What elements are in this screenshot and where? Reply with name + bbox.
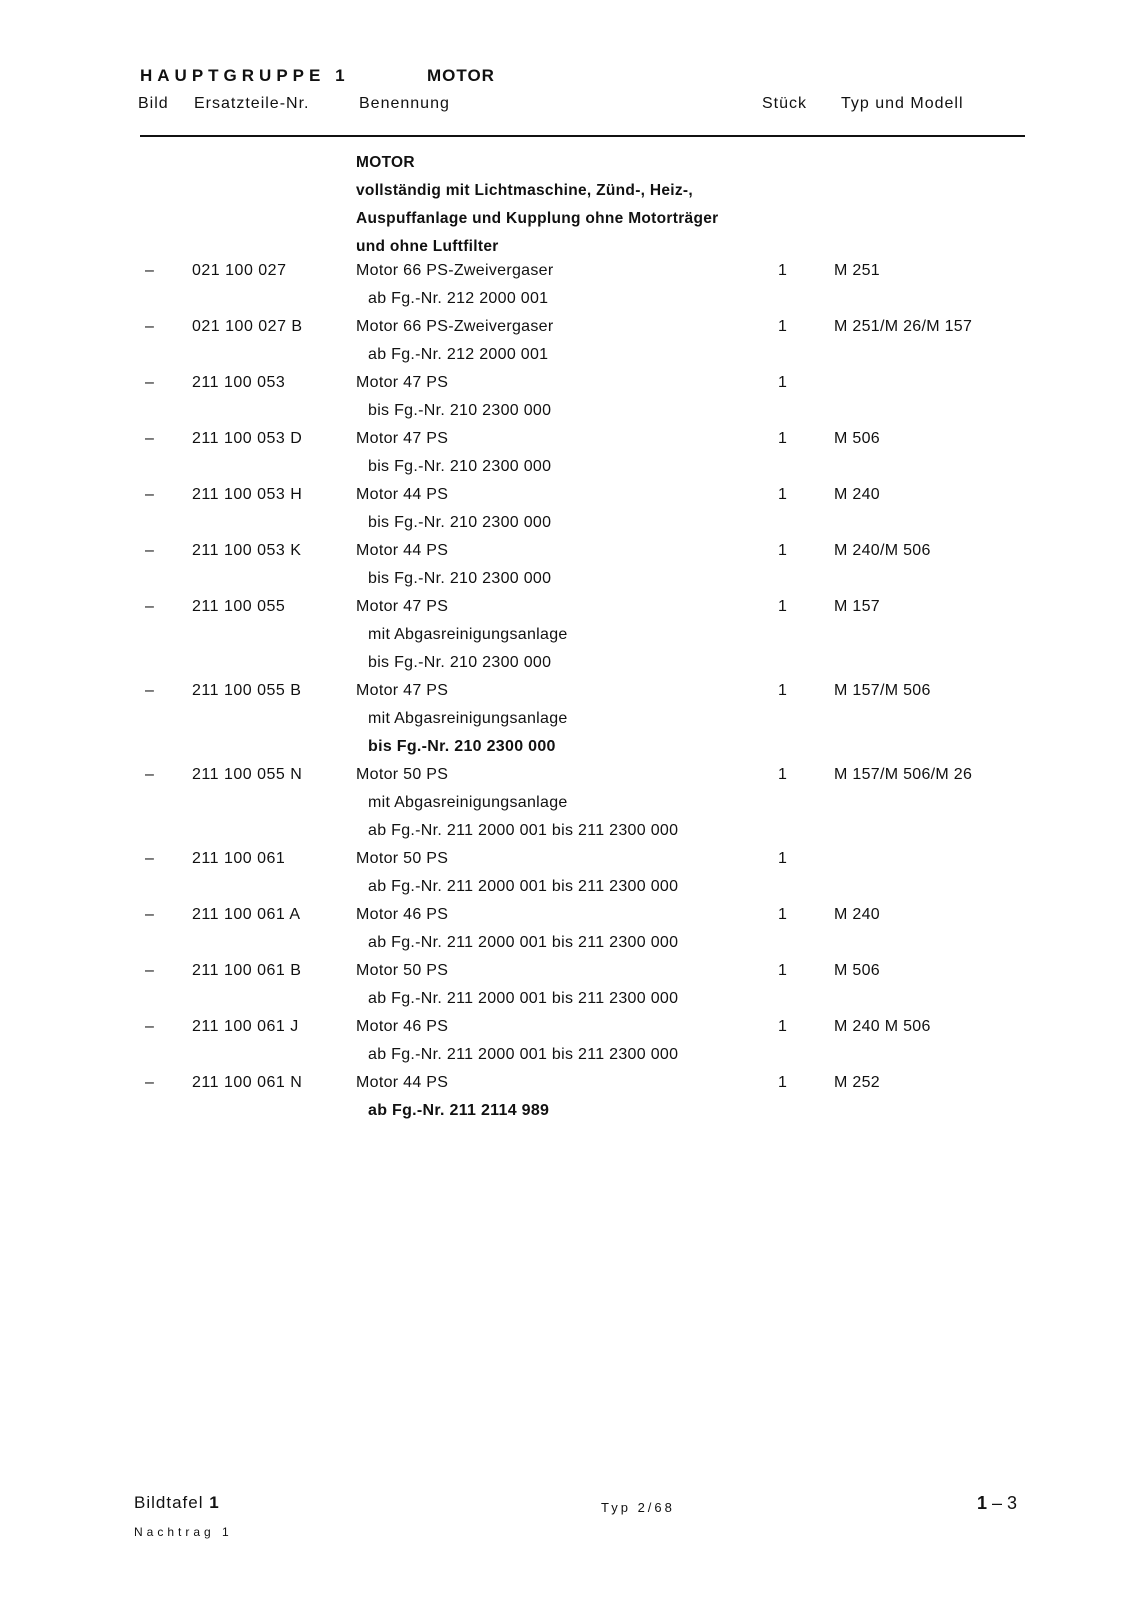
type-model: M 240/M 506 bbox=[834, 542, 931, 559]
type-model: M 506 bbox=[834, 430, 880, 447]
row-bild: – bbox=[145, 262, 154, 279]
part-name: Motor 44 PS bbox=[356, 486, 449, 503]
part-name: Motor 66 PS-Zweivergaser bbox=[356, 318, 554, 335]
section-line: vollständig mit Lichtmaschine, Zünd-, Heiz-, bbox=[356, 182, 694, 199]
type-model: M 240 bbox=[834, 486, 880, 503]
table-row bbox=[0, 962, 1139, 990]
section-title: MOTOR bbox=[356, 154, 415, 171]
part-note: bis Fg.-Nr. 210 2300 000 bbox=[368, 570, 552, 587]
part-number: 211 100 053 bbox=[192, 374, 286, 391]
page-index: 3 bbox=[1007, 1493, 1018, 1513]
part-number: 211 100 061 N bbox=[192, 1074, 303, 1091]
quantity: 1 bbox=[778, 486, 787, 503]
section-line: Auspuffanlage und Kupplung ohne Motorträger bbox=[356, 210, 719, 227]
table-row bbox=[0, 374, 1139, 402]
part-name: Motor 50 PS bbox=[356, 962, 449, 979]
part-name: Motor 46 PS bbox=[356, 906, 449, 923]
table-row bbox=[0, 766, 1139, 794]
type-model: M 157/M 506 bbox=[834, 682, 931, 699]
row-bild: – bbox=[145, 962, 154, 979]
group-name: MOTOR bbox=[427, 66, 495, 85]
part-name: Motor 50 PS bbox=[356, 766, 449, 783]
quantity: 1 bbox=[778, 962, 787, 979]
part-number: 211 100 061 bbox=[192, 850, 286, 867]
column-header-type: Typ und Modell bbox=[841, 95, 964, 112]
part-number: 211 100 061 B bbox=[192, 962, 302, 979]
type-model: M 157/M 506/M 26 bbox=[834, 766, 973, 783]
part-note: mit Abgasreinigungsanlage bbox=[368, 710, 568, 727]
row-bild: – bbox=[145, 1074, 154, 1091]
part-name: Motor 47 PS bbox=[356, 430, 449, 447]
type-model: M 251/M 26/M 157 bbox=[834, 318, 973, 335]
row-bild: – bbox=[145, 1018, 154, 1035]
part-note: ab Fg.-Nr. 211 2000 001 bis 211 2300 000 bbox=[368, 878, 679, 895]
type-model: M 240 M 506 bbox=[834, 1018, 931, 1035]
part-number: 211 100 061 A bbox=[192, 906, 301, 923]
part-note: mit Abgasreinigungsanlage bbox=[368, 626, 568, 643]
type-reference: Typ 2/68 bbox=[601, 1500, 675, 1515]
table-row bbox=[0, 318, 1139, 346]
part-note: bis Fg.-Nr. 210 2300 000 bbox=[368, 738, 556, 755]
row-bild: – bbox=[145, 486, 154, 503]
page-group: 1 bbox=[977, 1493, 988, 1513]
part-name: Motor 66 PS-Zweivergaser bbox=[356, 262, 554, 279]
table-row bbox=[0, 486, 1139, 514]
part-note: ab Fg.-Nr. 211 2000 001 bis 211 2300 000 bbox=[368, 990, 679, 1007]
table-row bbox=[0, 1018, 1139, 1046]
part-note: ab Fg.-Nr. 212 2000 001 bbox=[368, 290, 549, 307]
part-note: bis Fg.-Nr. 210 2300 000 bbox=[368, 402, 552, 419]
row-bild: – bbox=[145, 850, 154, 867]
table-row bbox=[0, 262, 1139, 290]
quantity: 1 bbox=[778, 766, 787, 783]
quantity: 1 bbox=[778, 682, 787, 699]
quantity: 1 bbox=[778, 262, 787, 279]
type-model: M 157 bbox=[834, 598, 880, 615]
supplement-note: Nachtrag 1 bbox=[134, 1525, 233, 1539]
plate-label: Bildtafel bbox=[134, 1493, 204, 1512]
quantity: 1 bbox=[778, 598, 787, 615]
row-bild: – bbox=[145, 430, 154, 447]
column-header-qty: Stück bbox=[762, 95, 808, 112]
row-bild: – bbox=[145, 766, 154, 783]
row-bild: – bbox=[145, 682, 154, 699]
part-number: 021 100 027 bbox=[192, 262, 287, 279]
part-name: Motor 46 PS bbox=[356, 1018, 449, 1035]
part-number: 211 100 061 J bbox=[192, 1018, 299, 1035]
table-row bbox=[0, 906, 1139, 934]
quantity: 1 bbox=[778, 430, 787, 447]
row-bild: – bbox=[145, 598, 154, 615]
row-bild: – bbox=[145, 542, 154, 559]
table-row bbox=[0, 598, 1139, 626]
part-note: ab Fg.-Nr. 211 2000 001 bis 211 2300 000 bbox=[368, 822, 679, 839]
quantity: 1 bbox=[778, 1074, 787, 1091]
quantity: 1 bbox=[778, 374, 787, 391]
part-note: mit Abgasreinigungsanlage bbox=[368, 794, 568, 811]
page-separator: – bbox=[987, 1493, 1008, 1513]
row-bild: – bbox=[145, 318, 154, 335]
table-row bbox=[0, 542, 1139, 570]
part-name: Motor 47 PS bbox=[356, 374, 449, 391]
table-row bbox=[0, 850, 1139, 878]
group-title: HAUPTGRUPPE 1 bbox=[140, 66, 350, 85]
quantity: 1 bbox=[778, 906, 787, 923]
row-bild: – bbox=[145, 906, 154, 923]
plate-number: 1 bbox=[209, 1493, 220, 1512]
part-name: Motor 44 PS bbox=[356, 542, 449, 559]
row-bild: – bbox=[145, 374, 154, 391]
table-row bbox=[0, 430, 1139, 458]
part-note: ab Fg.-Nr. 211 2000 001 bis 211 2300 000 bbox=[368, 1046, 679, 1063]
part-note: bis Fg.-Nr. 210 2300 000 bbox=[368, 654, 552, 671]
type-model: M 251 bbox=[834, 262, 880, 279]
part-name: Motor 44 PS bbox=[356, 1074, 449, 1091]
part-name: Motor 47 PS bbox=[356, 598, 449, 615]
quantity: 1 bbox=[778, 318, 787, 335]
quantity: 1 bbox=[778, 850, 787, 867]
part-number: 211 100 053 D bbox=[192, 430, 303, 447]
part-number: 211 100 055 bbox=[192, 598, 286, 615]
part-note: bis Fg.-Nr. 210 2300 000 bbox=[368, 514, 552, 531]
part-note: bis Fg.-Nr. 210 2300 000 bbox=[368, 458, 552, 475]
part-number: 211 100 053 H bbox=[192, 486, 303, 503]
part-number: 211 100 055 B bbox=[192, 682, 302, 699]
part-name: Motor 50 PS bbox=[356, 850, 449, 867]
section-heading bbox=[356, 149, 718, 261]
column-header-bild: Bild bbox=[138, 95, 169, 112]
type-model: M 240 bbox=[834, 906, 880, 923]
part-number: 021 100 027 B bbox=[192, 318, 303, 335]
table-row bbox=[0, 1074, 1139, 1102]
table-row bbox=[0, 682, 1139, 710]
part-note: ab Fg.-Nr. 211 2000 001 bis 211 2300 000 bbox=[368, 934, 679, 951]
plate-reference bbox=[134, 1493, 220, 1513]
column-header-part-no: Ersatzteile-Nr. bbox=[194, 95, 310, 112]
column-header-name: Benennung bbox=[359, 95, 450, 112]
page-number bbox=[977, 1493, 1017, 1514]
part-number: 211 100 055 N bbox=[192, 766, 303, 783]
quantity: 1 bbox=[778, 1018, 787, 1035]
part-number: 211 100 053 K bbox=[192, 542, 302, 559]
section-line: und ohne Luftfilter bbox=[356, 238, 499, 255]
quantity: 1 bbox=[778, 542, 787, 559]
type-model: M 506 bbox=[834, 962, 880, 979]
part-note: ab Fg.-Nr. 212 2000 001 bbox=[368, 346, 549, 363]
part-name: Motor 47 PS bbox=[356, 682, 449, 699]
header-rule bbox=[140, 135, 1025, 137]
type-model: M 252 bbox=[834, 1074, 880, 1091]
part-note: ab Fg.-Nr. 211 2114 989 bbox=[368, 1102, 550, 1119]
